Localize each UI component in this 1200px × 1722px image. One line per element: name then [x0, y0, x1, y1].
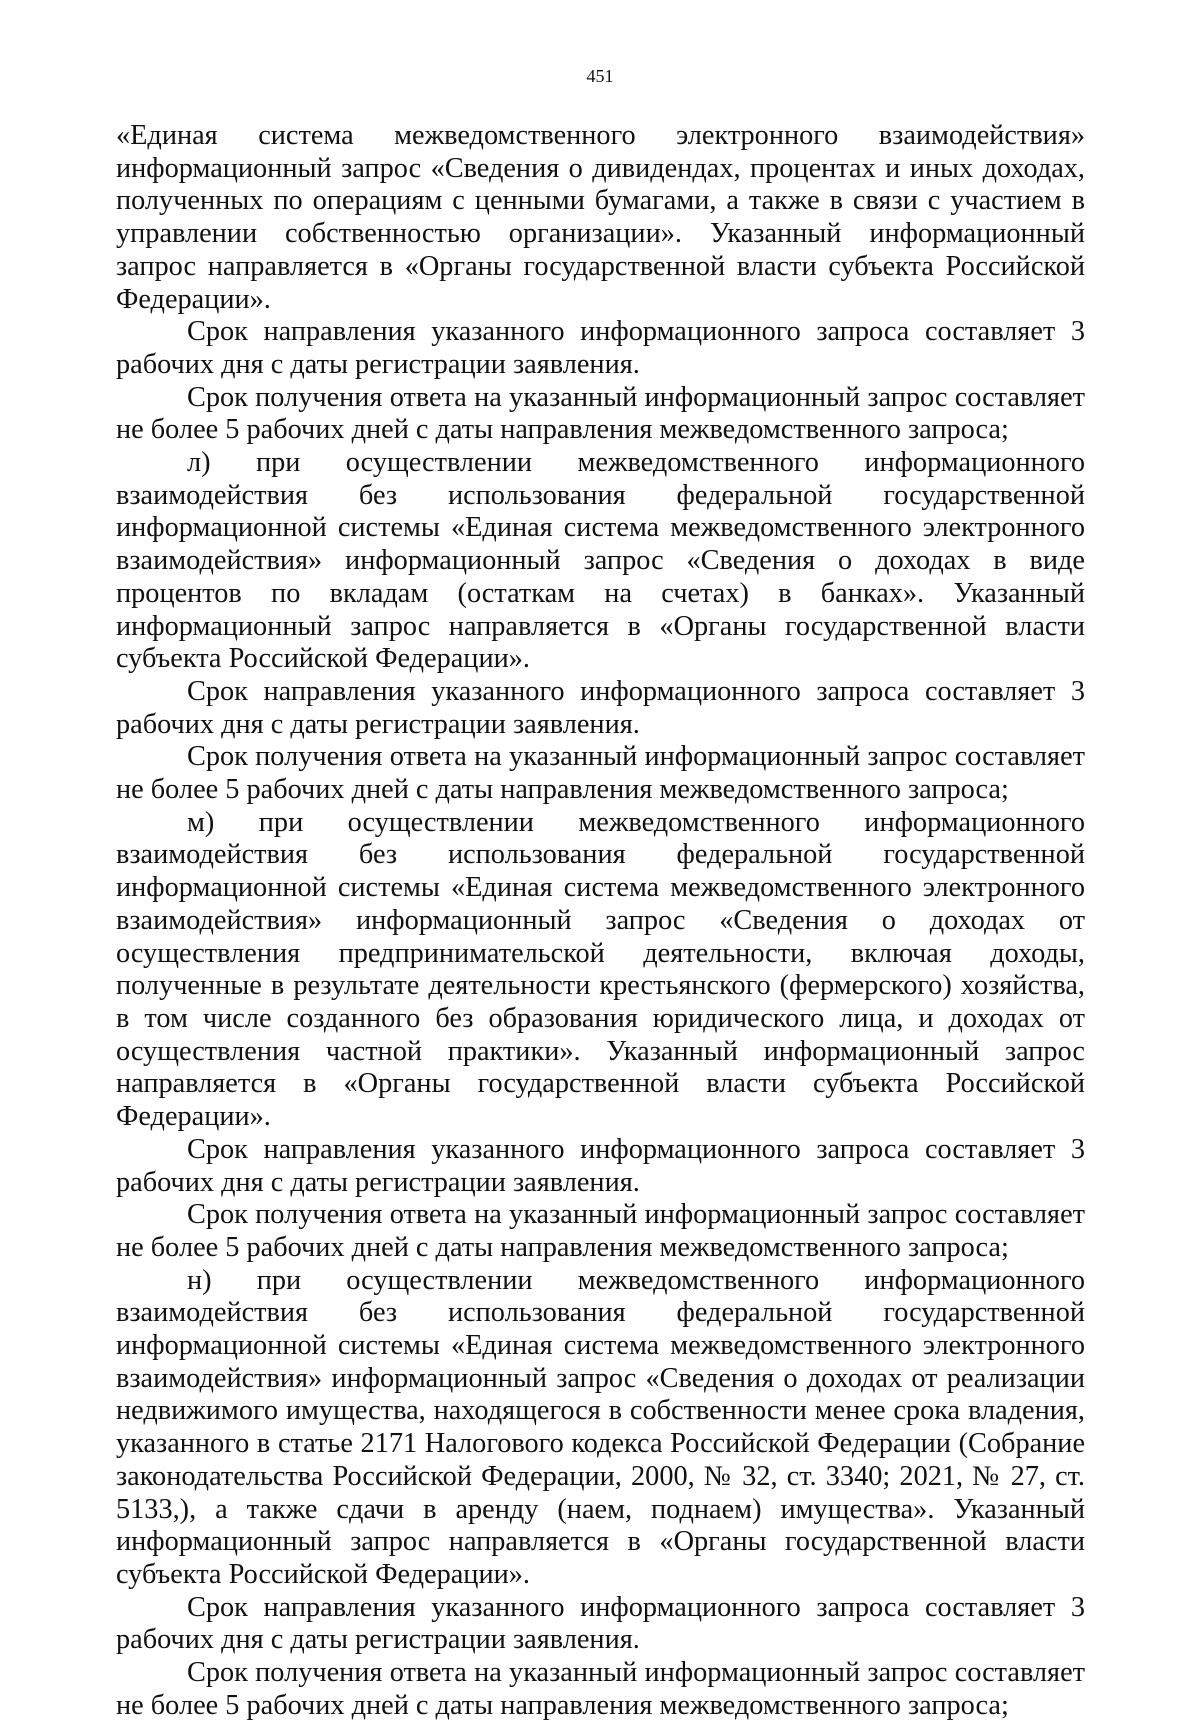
paragraph-deadline-response: Срок получения ответа на указанный информационный запрос составляет не более 5 рабочих дней с даты направления межведомственного запроса; — [116, 1199, 1085, 1263]
paragraph-deadline-send: Срок направления указанного информационного запроса составляет 3 рабочих дня с даты регистрации заявления. — [116, 1133, 1085, 1198]
paragraph-deadline-send: Срок направления указанного информационного запроса составляет 3 рабочих дня с даты регистрации заявления. — [116, 675, 1085, 740]
paragraph-deadline-response: Срок получения ответа на указанный информационный запрос составляет не более 5 рабочих дней с даты направления межведомственного запроса; — [116, 1657, 1085, 1721]
paragraph-deadline-response: Срок получения ответа на указанный информационный запрос составляет не более 5 рабочих дней с даты направления межведомственного запроса; — [116, 381, 1085, 446]
paragraph-item-l: л) при осуществлении межведомственного информационного взаимодействия без использования федеральной государственной информационной системы «Единая система межведомственного электронного взаимодействия» информационный запрос «Сведения о доходах в виде процентов по вкладам (остаткам на счетах) в банках». Указанный информационный запрос направляется в «Органы государственной власти субъекта Российской Федерации». — [116, 447, 1085, 675]
document-body — [116, 120, 1085, 1722]
paragraph-deadline-response: Срок получения ответа на указанный информационный запрос составляет не более 5 рабочих дней с даты направления межведомственного запроса; — [116, 741, 1085, 806]
paragraph-continuation: «Единая система межведомственного электронного взаимодействия» информационный запрос «Сведения о дивидендах, процентах и иных доходах, полученных по операциям с ценными бумагами, а также в связи с участием в управлении собственностью организации». Указанный информационный запрос направляется в «Органы государственной власти субъекта Российской Федерации». — [116, 120, 1085, 315]
paragraph-deadline-send: Срок направления указанного информационного запроса составляет 3 рабочих дня с даты регистрации заявления. — [116, 1591, 1085, 1656]
page-number: 451 — [586, 66, 614, 86]
paragraph-item-n: н) при осуществлении межведомственного информационного взаимодействия без использования федеральной государственной информационной системы «Единая система межведомственного электронного взаимодействия» информационный запрос «Сведения о доходах от реализации недвижимого имущества, находящегося в собственности менее срока владения, указанного в статье 2171 Налогового кодекса Российской Федерации (Собрание законодательства Российской Федерации, 2000, № 32, ст. 3340; 2021, № 27, ст. 5133,), а также сдачи в аренду (наем, поднаем) имущества». Указанный информационный запрос направляется в «Органы государственной власти субъекта Российской Федерации». — [116, 1264, 1085, 1590]
paragraph-deadline-send: Срок направления указанного информационного запроса составляет 3 рабочих дня с даты регистрации заявления. — [116, 316, 1085, 380]
paragraph-item-m: м) при осуществлении межведомственного информационного взаимодействия без использования федеральной государственной информационной системы «Единая система межведомственного электронного взаимодействия» информационный запрос «Сведения о доходах от осуществления предпринимательской деятельности, включая доходы, полученные в результате деятельности крестьянского (фермерского) хозяйства, в том числе созданного без образования юридического лица, и доходах от осуществления частной практики». Указанный информационный запрос направляется в «Органы государственной власти субъекта Российской Федерации». — [116, 806, 1085, 1133]
